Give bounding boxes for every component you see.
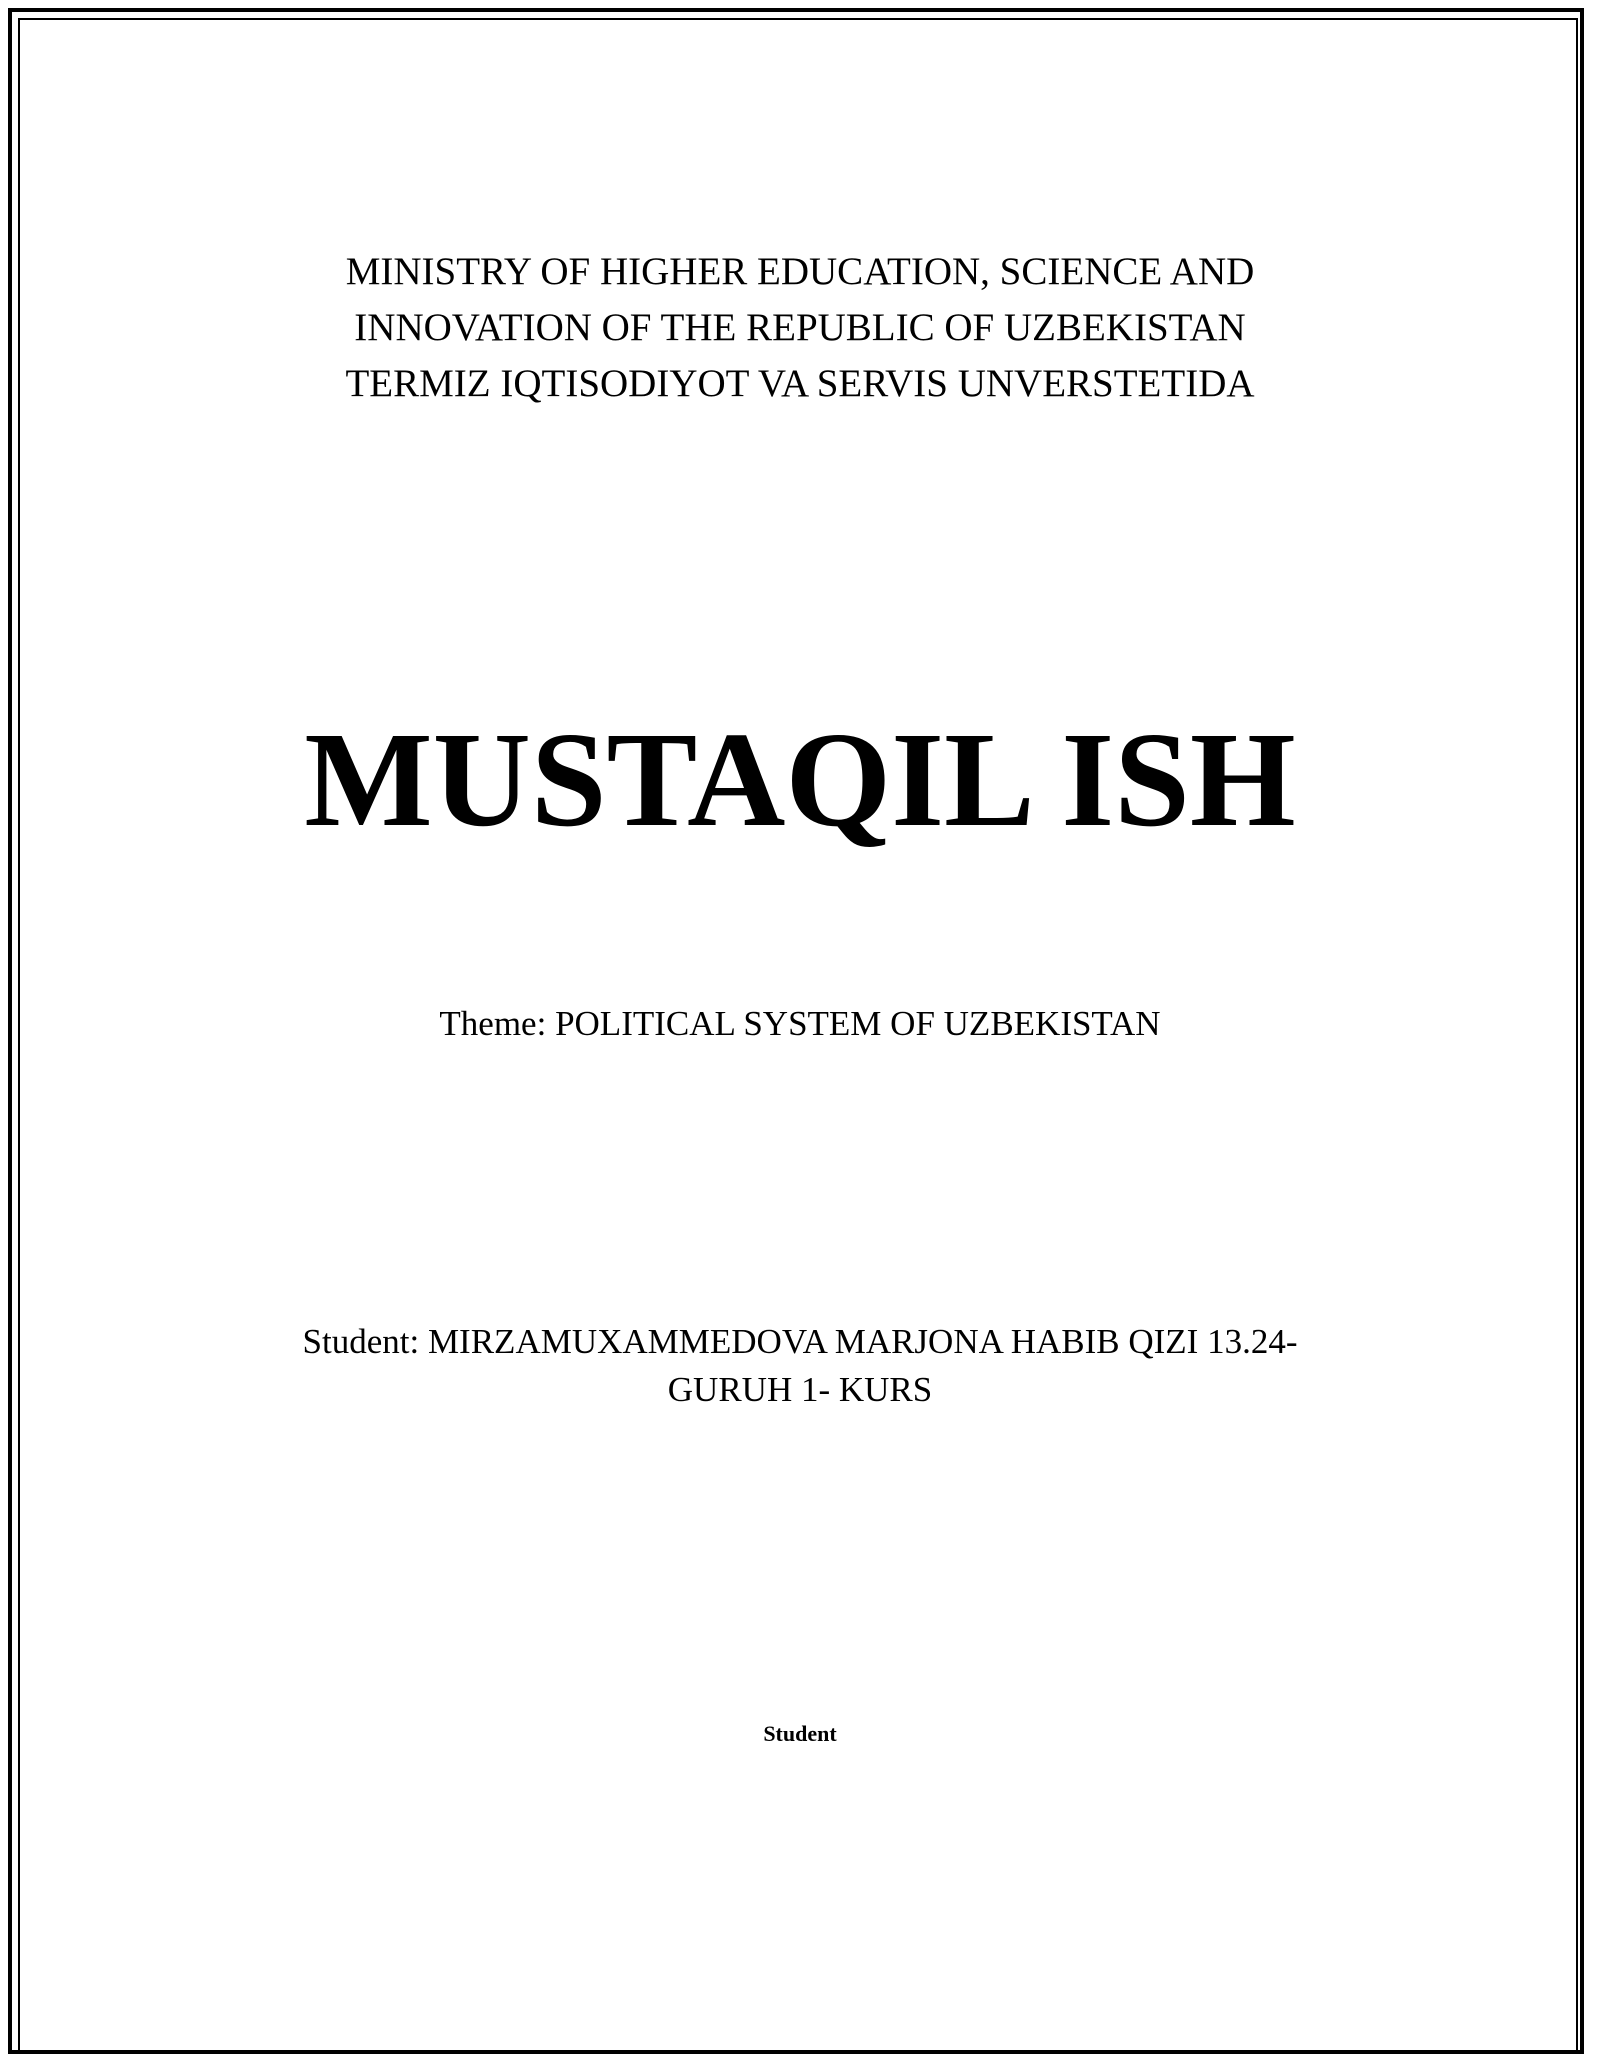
institution-header — [0, 244, 1600, 412]
header-line-1: MINISTRY OF HIGHER EDUCATION, SCIENCE AND — [345, 250, 1255, 293]
student-info — [0, 1318, 1600, 1414]
header-line-3: TERMIZ IQTISODIYOT VA SERVIS UNVERSTETIDA — [345, 362, 1255, 405]
document-theme: Theme: POLITICAL SYSTEM OF UZBEKISTAN — [439, 1004, 1161, 1043]
footer-student-label: Student — [763, 1721, 837, 1746]
header-line-2: INNOVATION OF THE REPUBLIC OF UZBEKISTAN — [354, 306, 1246, 349]
student-line-1: Student: MIRZAMUXAMMEDOVA MARJONA HABIB QIZI 13.24- — [302, 1322, 1298, 1361]
student-line-2: GURUH 1- KURS — [667, 1370, 933, 1409]
document-title: MUSTAQIL ISH — [304, 705, 1296, 855]
